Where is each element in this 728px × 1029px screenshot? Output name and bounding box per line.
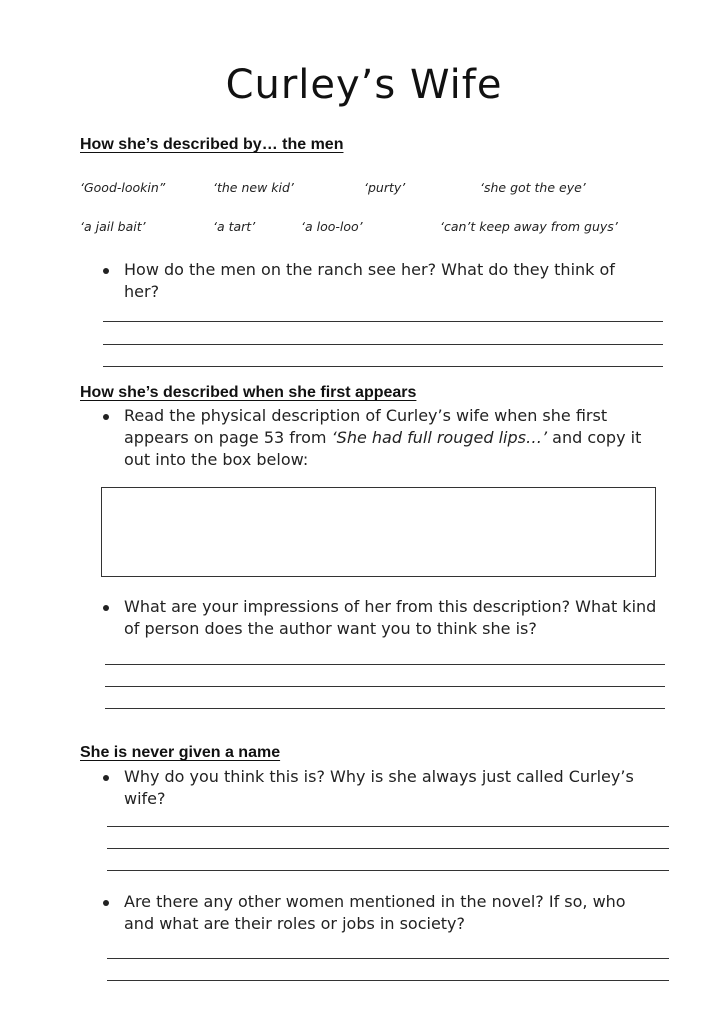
answer-line[interactable]: [105, 686, 665, 687]
question-why-no-name: [124, 766, 704, 810]
question-other-women: [124, 891, 704, 935]
answer-line[interactable]: [105, 664, 665, 665]
answer-line[interactable]: [105, 708, 665, 709]
instruction-line: out into the box below:: [124, 450, 309, 469]
answer-line[interactable]: [107, 980, 669, 981]
bullet-icon: [103, 775, 109, 781]
section-heading-men: How she’s described by… the men: [80, 136, 344, 153]
quote-loo-loo: ‘a loo-loo’: [301, 219, 363, 234]
quote-cant-keep-away: ‘can’t keep away from guys’: [440, 219, 618, 234]
quote-jail-bait: ‘a jail bait’: [80, 219, 146, 234]
quote-tart: ‘a tart’: [213, 219, 256, 234]
answer-line[interactable]: [107, 870, 669, 871]
quote-good-lookin: ‘Good-lookin”: [80, 180, 166, 195]
question-impressions: [124, 596, 704, 640]
answer-line[interactable]: [103, 344, 663, 345]
bullet-icon: [103, 414, 109, 420]
quote-new-kid: ‘the new kid’: [213, 180, 294, 195]
bullet-icon: [103, 900, 109, 906]
question-line: wife?: [124, 789, 166, 808]
answer-line[interactable]: [103, 366, 663, 367]
instruction-line: [124, 427, 704, 449]
section-heading-never-named: She is never given a name: [80, 744, 281, 761]
question-line: Are there any other women mentioned in the novel? If so, who: [124, 892, 626, 911]
bullet-icon: [103, 605, 109, 611]
instruction-text: and copy it: [547, 428, 642, 447]
page-title: Curley’s Wife: [225, 62, 503, 108]
instruction-quote: ‘She had full rouged lips…’: [331, 428, 548, 447]
question-line: What are your impressions of her from this description? What kind: [124, 597, 657, 616]
section-heading-first-appears: How she’s described when she first appears: [80, 384, 417, 401]
answer-line[interactable]: [107, 958, 669, 959]
answer-line[interactable]: [107, 848, 669, 849]
quote-got-the-eye: ‘she got the eye’: [480, 180, 586, 195]
question-line: of person does the author want you to think she is?: [124, 619, 537, 638]
question-line: her?: [124, 282, 160, 301]
question-line: Why do you think this is? Why is she always just called Curley’s: [124, 767, 634, 786]
instruction-text: appears on page 53 from: [124, 428, 332, 447]
answer-line[interactable]: [103, 321, 663, 322]
answer-line[interactable]: [107, 826, 669, 827]
question-line: How do the men on the ranch see her? What do they think of: [124, 260, 615, 279]
question-line: and what are their roles or jobs in society?: [124, 914, 466, 933]
bullet-icon: [103, 268, 109, 274]
quote-purty: ‘purty’: [364, 180, 406, 195]
instruction-line: Read the physical description of Curley’s wife when she first: [124, 406, 608, 425]
instruction-copy-description: [124, 405, 704, 471]
copy-description-box[interactable]: [101, 487, 656, 577]
question-men-see-her: [124, 259, 684, 303]
